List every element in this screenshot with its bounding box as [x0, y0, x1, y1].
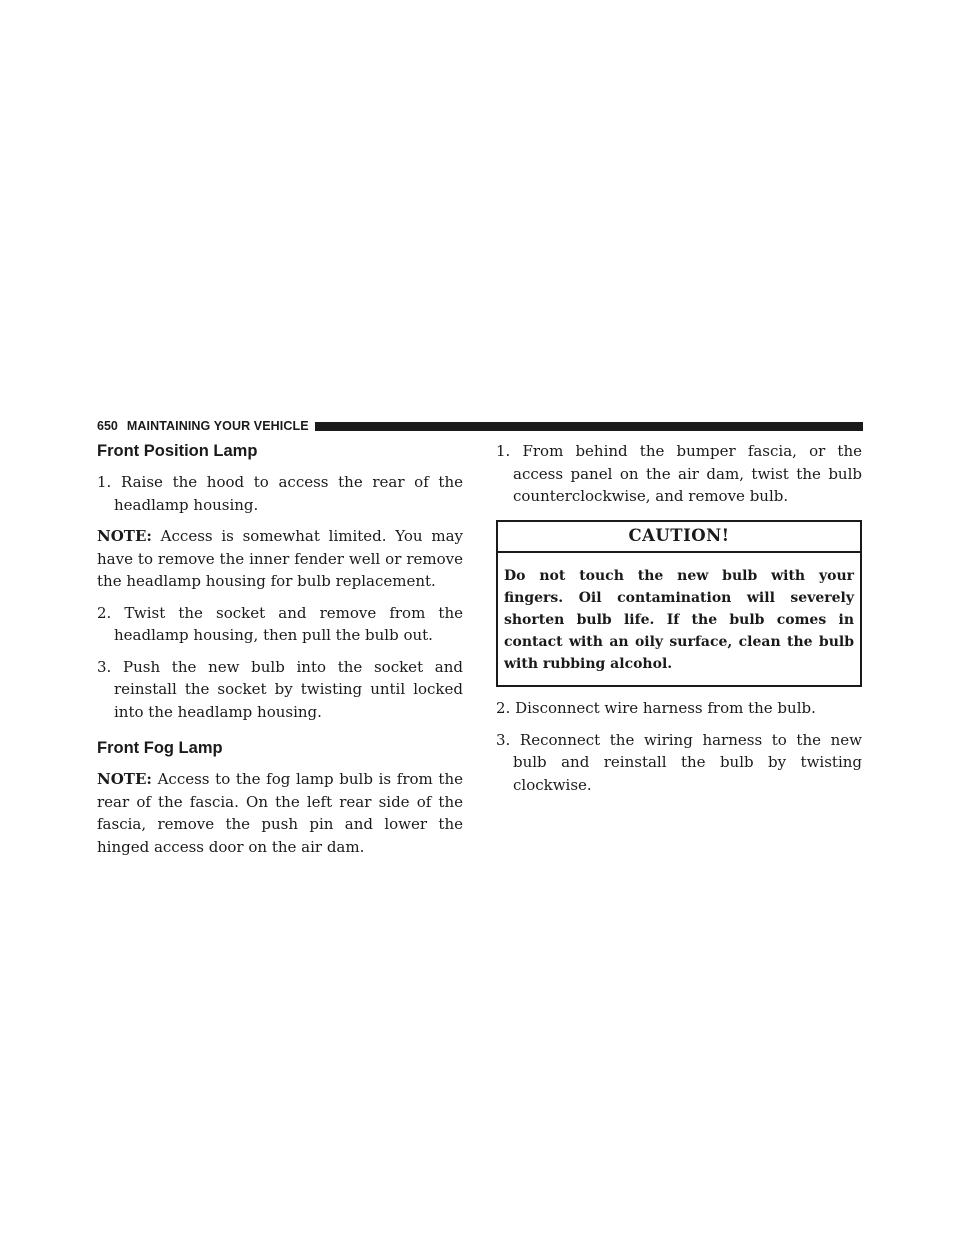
section-title: MAINTAINING YOUR VEHICLE [126, 419, 309, 433]
right-column [496, 440, 862, 805]
caution-body: Do not touch the new bulb with your fingers. Oil contamination will severely shorten bulb life. If the bulb comes in contact with an oily surface, clean the bulb with rubbing alcohol. [504, 568, 854, 672]
header-rule [315, 422, 863, 431]
front-position-step-2: 2. Twist the socket and remove from the headlamp housing, then pull the bulb out. [97, 603, 463, 644]
note-label: NOTE: [97, 527, 152, 545]
note-label: NOTE: [97, 770, 152, 788]
caution-box [496, 520, 862, 688]
note-text: Access to the fog lamp bulb is from the rear of the fascia. On the left rear side of the fascia, remove the push pin and lower the hinged access door on the air dam. [97, 770, 463, 856]
front-fog-note [97, 768, 463, 858]
fog-step-3: 3. Reconnect the wiring harness to the new bulb and reinstall the bulb by twisting clockwise. [496, 730, 862, 794]
front-position-step-3: 3. Push the new bulb into the socket and reinstall the socket by twisting until locked into the headlamp housing. [97, 657, 463, 721]
heading-front-position-lamp: Front Position Lamp [97, 442, 258, 460]
left-column [97, 440, 463, 867]
fog-step-2: 2. Disconnect wire harness from the bulb. [496, 699, 816, 717]
front-position-note [97, 525, 463, 593]
fog-step-1: 1. From behind the bumper fascia, or the access panel on the air dam, twist the bulb counterclockwise, and remove bulb. [496, 442, 862, 505]
note-text: Access is somewhat limited. You may have to remove the inner fender well or remove the headlamp housing for bulb replacement. [97, 527, 463, 590]
caution-title: CAUTION! [498, 522, 860, 554]
page-number: 650 [97, 419, 118, 433]
page-header [97, 419, 863, 433]
front-position-step-1: 1. Raise the hood to access the rear of the headlamp housing. [97, 473, 463, 514]
heading-front-fog-lamp: Front Fog Lamp [97, 739, 223, 757]
